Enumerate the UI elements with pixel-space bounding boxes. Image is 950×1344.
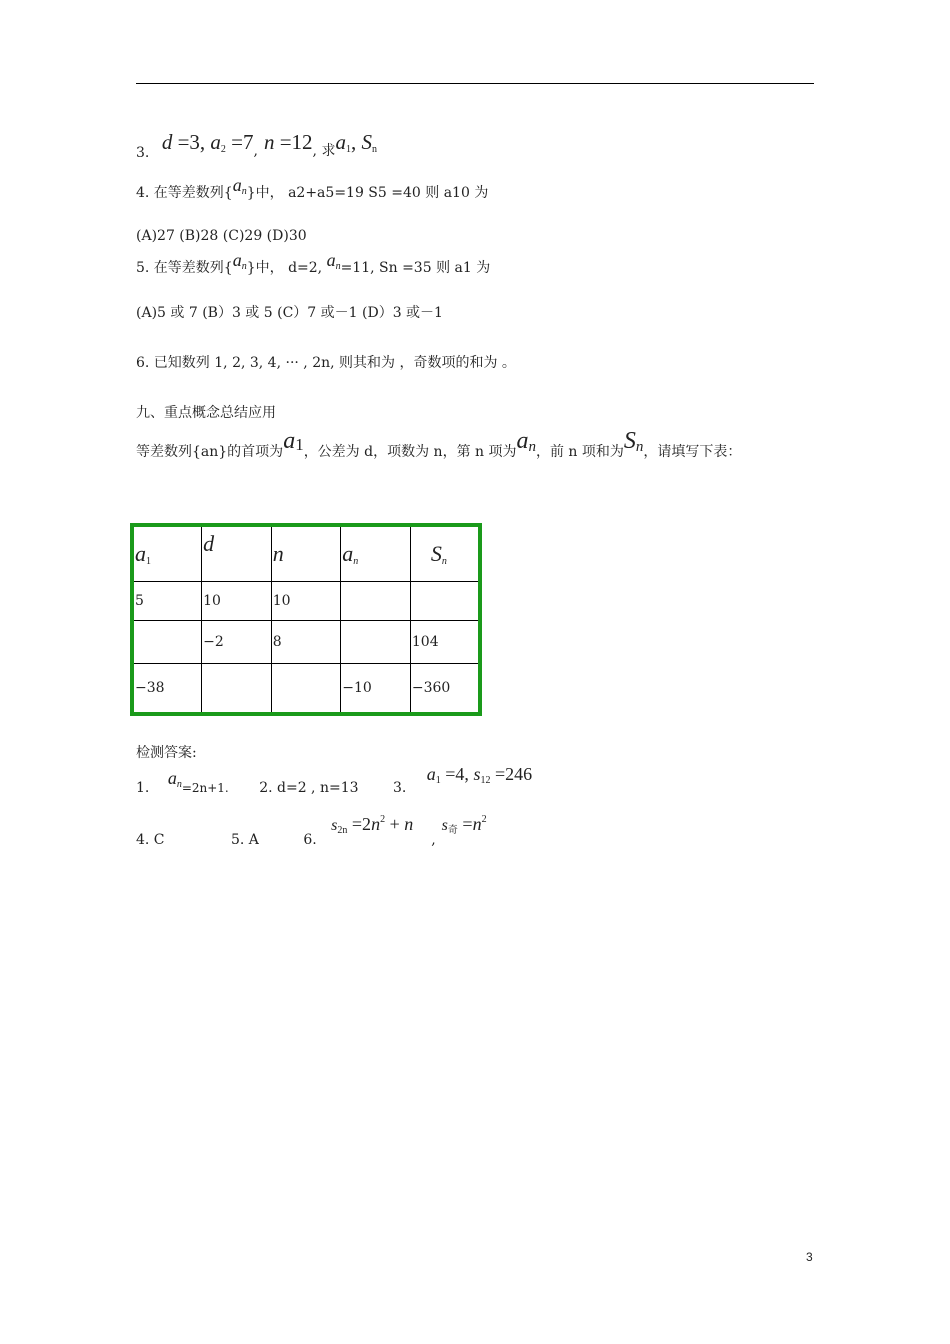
- header-cell: [202, 525, 272, 582]
- math-sub: n: [335, 261, 341, 272]
- answer-4: 4. C: [136, 832, 165, 848]
- table-cell: −2: [202, 621, 272, 664]
- section-heading: 九、重点概念总结应用: [136, 405, 276, 421]
- table-cell: 104: [410, 621, 480, 664]
- math-eq: =3,: [172, 130, 211, 154]
- answer-text: =2n+1.: [181, 781, 229, 795]
- math-sup: 2: [481, 814, 487, 825]
- math-a: a: [232, 175, 242, 195]
- math-eq: =4,: [440, 764, 474, 784]
- q5-text: 5. 在等差数列{: [136, 260, 233, 276]
- table-row: [132, 582, 480, 621]
- table-row: [132, 621, 480, 664]
- comma: ,: [253, 143, 258, 159]
- header-symbol: a: [135, 541, 146, 566]
- math-eq: =2: [347, 814, 372, 834]
- answer-number: 1.: [136, 780, 150, 796]
- math-eq: =12: [274, 130, 313, 154]
- table-cell: [132, 621, 202, 664]
- math-sub: 1: [345, 144, 351, 155]
- q5-text: }中， d=2,: [246, 260, 327, 276]
- math-a: a: [167, 768, 177, 788]
- math-d: d: [161, 130, 173, 154]
- q4-text: }中， a2+a5=19 S5 =40 则 a10 为: [246, 185, 489, 201]
- math-eq: =246: [490, 764, 533, 784]
- question-3: [136, 130, 377, 161]
- header-symbol: a: [342, 541, 354, 566]
- math-a: a: [326, 250, 336, 270]
- table-cell: [341, 582, 411, 621]
- math-sub: n: [528, 439, 536, 455]
- header-symbol: S: [430, 541, 442, 566]
- math-sub: 12: [480, 775, 491, 786]
- math-n: n: [263, 130, 275, 154]
- table-header-row: [132, 525, 480, 582]
- header-symbol: d: [203, 531, 215, 556]
- section-intro: [136, 428, 742, 460]
- answers-line-2: [136, 814, 487, 848]
- math-s: s: [473, 764, 481, 784]
- math-S: S: [623, 428, 636, 454]
- intro-text: ，公差为 d，项数为 n，第 n 项为: [303, 444, 517, 460]
- math-n: n: [371, 814, 381, 834]
- math-a: a: [283, 428, 296, 454]
- math-sub: n: [371, 144, 377, 155]
- answer-number: 6.: [303, 832, 317, 848]
- q4-text: 4. 在等差数列{: [136, 185, 233, 201]
- qiu-text: , 求: [312, 143, 336, 159]
- math-S: S: [361, 130, 372, 154]
- q5-text: =11, Sn =35 则 a1 为: [340, 260, 491, 276]
- math-sub: 奇: [447, 825, 458, 836]
- math-sub: 1: [295, 435, 304, 454]
- header-rule: [136, 83, 814, 84]
- table-cell: [341, 621, 411, 664]
- math-eq: =: [457, 814, 473, 834]
- question-number: 3.: [136, 145, 150, 161]
- arithmetic-sequence-table: [130, 523, 482, 716]
- table-cell: [202, 664, 272, 715]
- header-cell: [132, 525, 202, 582]
- question-5-options: (A)5 或 7 (B）3 或 5 (C）7 或－1 (D）3 或－1: [136, 305, 443, 321]
- question-4: [136, 175, 489, 203]
- math-a: a: [516, 428, 529, 454]
- math-sup: 2: [380, 814, 386, 825]
- table-cell: 10: [202, 582, 272, 621]
- math-sub: n: [176, 779, 182, 790]
- table-cell: [410, 582, 480, 621]
- math-a: a: [210, 130, 221, 154]
- math-a: a: [426, 764, 436, 784]
- header-symbol: n: [272, 541, 284, 566]
- table-cell: −360: [410, 664, 480, 715]
- answer-number: 3.: [392, 780, 407, 796]
- header-sub: n: [441, 556, 447, 567]
- answer-5: 5. A: [230, 832, 259, 848]
- table-cell: 10: [271, 582, 341, 621]
- intro-text: ，请填写下表：: [643, 444, 742, 460]
- math-s: s: [331, 817, 338, 834]
- answer-2: 2. d=2 , n=13: [259, 780, 359, 796]
- table-cell: −10: [341, 664, 411, 715]
- math-sub: n: [241, 261, 247, 272]
- question-4-options: (A)27 (B)28 (C)29 (D)30: [136, 228, 307, 244]
- math-comma: ,: [350, 130, 362, 154]
- intro-text: 等差数列{an}的首项为: [136, 444, 284, 460]
- math-plus: +: [385, 814, 405, 834]
- header-sub: n: [353, 556, 359, 567]
- table-cell: −38: [132, 664, 202, 715]
- header-cell: [271, 525, 341, 582]
- header-cell: [341, 525, 411, 582]
- math-n: n: [472, 814, 482, 834]
- math-a: a: [335, 130, 346, 154]
- answers-line-1: [136, 764, 533, 796]
- table-cell: 8: [271, 621, 341, 664]
- intro-text: ，前 n 项和为: [535, 444, 624, 460]
- question-6: 6. 已知数列 1, 2, 3, 4, ··· , 2n, 则其和为 ，奇数项的和为 。: [136, 355, 516, 371]
- math-sub: 1: [435, 775, 441, 786]
- math-s: s: [441, 817, 448, 834]
- header-sub: 1: [146, 556, 151, 567]
- question-5: [136, 250, 491, 278]
- table-cell: [271, 664, 341, 715]
- comma: ,: [431, 832, 436, 848]
- math-sub: n: [241, 186, 247, 197]
- math-eq: =7: [225, 130, 254, 154]
- table-row: [132, 664, 480, 715]
- header-cell: [410, 525, 480, 582]
- math-n: n: [404, 814, 414, 834]
- math-a: a: [232, 250, 242, 270]
- answers-heading: 检测答案:: [136, 745, 197, 761]
- math-sub: 2n: [337, 825, 348, 836]
- table-cell: 5: [132, 582, 202, 621]
- math-sub: n: [635, 439, 644, 455]
- math-sub: 2: [220, 144, 226, 155]
- page-number: 3: [806, 1250, 813, 1264]
